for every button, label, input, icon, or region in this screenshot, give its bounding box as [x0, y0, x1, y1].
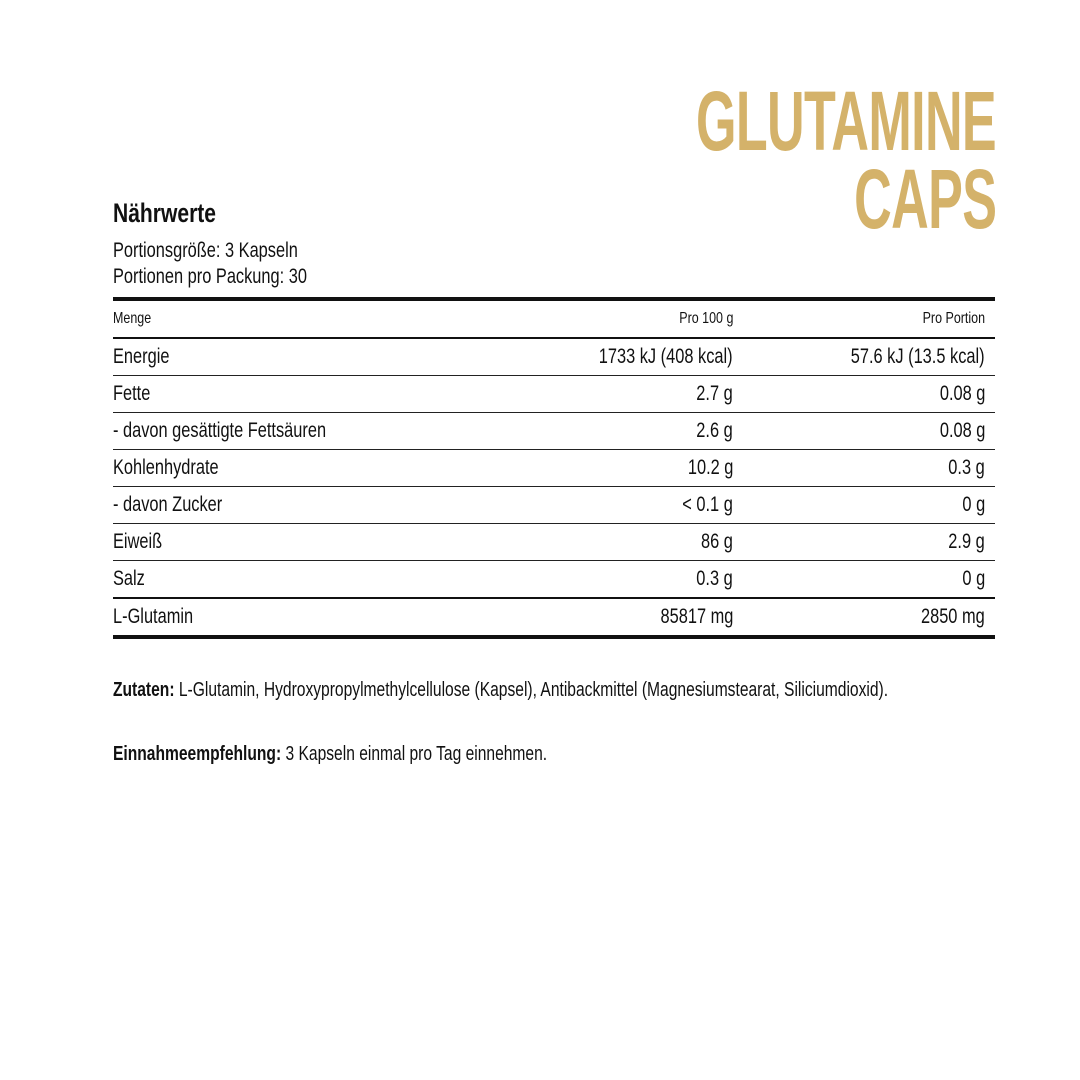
servings-per-pack: Portionen pro Packung: 30 — [113, 265, 307, 288]
ingredients-label: Zutaten: — [113, 679, 175, 701]
product-title — [512, 74, 996, 246]
table-row: Kohlenhydrate 10.2 g 0.3 g — [113, 450, 995, 487]
table-header-row — [113, 301, 995, 339]
table-row: L-Glutamin 85817 mg 2850 mg — [113, 605, 985, 628]
table-row: Eiweiß 86 g 2.9 g — [113, 524, 995, 561]
nutrition-heading: Nährwerte — [113, 198, 216, 228]
table-row: Salz 0.3 g 0 g — [113, 561, 995, 599]
nutrition-table — [113, 297, 995, 639]
product-title-line-1: GLUTAMINE — [695, 74, 996, 168]
serving-info — [113, 238, 362, 290]
recommendation-text: 3 Kapseln einmal pro Tag einnehmen. — [285, 743, 548, 765]
table-row: Energie 1733 kJ (408 kcal) 57.6 kJ (13.5 kcal) — [113, 339, 995, 376]
header-per-portion: Pro Portion — [922, 310, 985, 327]
ingredients — [113, 676, 933, 705]
recommendation-label: Einnahmeempfehlung: — [113, 743, 282, 765]
header-per-100g: Pro 100 g — [678, 310, 733, 327]
table-row: - davon Zucker < 0.1 g 0 g — [113, 487, 995, 524]
serving-size: Portionsgröße: 3 Kapseln — [113, 239, 298, 262]
table-row: Fette 2.7 g 0.08 g — [113, 376, 995, 413]
product-title-line-2: CAPS — [853, 152, 996, 246]
table-row: - davon gesättigte Fettsäuren 2.6 g 0.08 g — [113, 413, 995, 450]
ingredients-text: L-Glutamin, Hydroxypropylmethylcellulose (Kapsel), Antibackmittel (Magnesiumstearat, Siliciumdioxid). — [178, 679, 889, 701]
header-name: Menge — [113, 310, 152, 327]
recommendation — [113, 740, 670, 769]
